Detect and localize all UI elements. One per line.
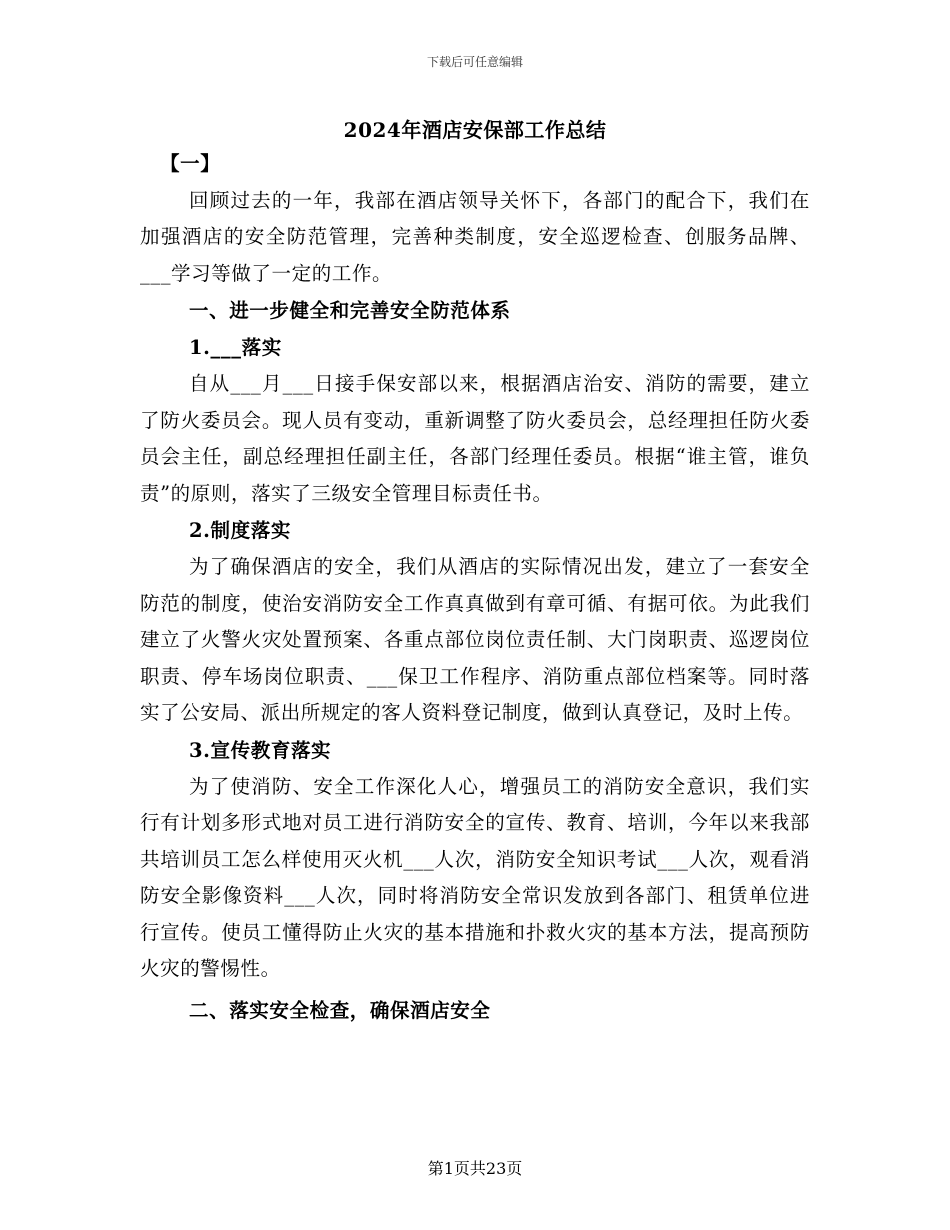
- subsection-heading-1: 1.___落实: [189, 336, 282, 359]
- page-number-footer: 第1页共23页: [427, 1159, 523, 1178]
- subsection-heading-3: 3.宣传教育落实: [189, 738, 332, 762]
- document-body: [140, 146, 810, 1029]
- subsection-heading-2: 2.制度落实: [189, 519, 291, 542]
- body-paragraph-2: 为了确保酒店的安全，我们从酒店的实际情况出发，建立了一套安全防范的制度，使治安消防安全工作真真做到有章可循、有据可依。为此我们建立了火警火灾处置预案、各重点部位岗位责任制、大门岗职责、巡逻岗位职责、停车场岗位职责、___保卫工作程序、消防重点部位档案等。同时落实了公安局、派出所规定的客人资料登记制度，做到认真登记，及时上传。: [140, 555, 810, 724]
- body-paragraph-3: 为了使消防、安全工作深化人心，增强员工的消防安全意识，我们实行有计划多形式地对员工进行消防安全的宣传、教育、培训，今年以来我部共培训员工怎么样使用灭火机___人次，消防安全知识考试___人次，观看消防安全影像资料___人次，同时将消防安全常识发放到各部门、租赁单位进行宣传。使员工懂得防止火灾的基本措施和扑救火灾的基本方法，提高预防火灾的警惕性。: [140, 774, 810, 980]
- header-note: 下载后可任意编辑: [426, 55, 523, 69]
- body-paragraph-1: 自从___月___日接手保安部以来，根据酒店治安、消防的需要，建立了防火委员会。现人员有变动，重新调整了防火委员会，总经理担任防火委员会主任，副总经理担任副主任，各部门经理任委员。根据“谁主管，谁负责”的原则，落实了三级安全管理目标责任书。: [140, 372, 810, 505]
- section-heading-2: 二、落实安全检查，确保酒店安全: [189, 998, 491, 1022]
- document-title: 2024年酒店安保部工作总结: [343, 118, 607, 142]
- section-heading-1: 一、进一步健全和完善安全防范体系: [189, 299, 511, 322]
- intro-paragraph: 回顾过去的一年，我部在酒店领导关怀下，各部门的配合下，我们在加强酒店的安全防范管理，完善种类制度，安全巡逻检查、创服务品牌、___学习等做了一定的工作。: [140, 188, 810, 285]
- part-marker: 【一】: [160, 152, 221, 175]
